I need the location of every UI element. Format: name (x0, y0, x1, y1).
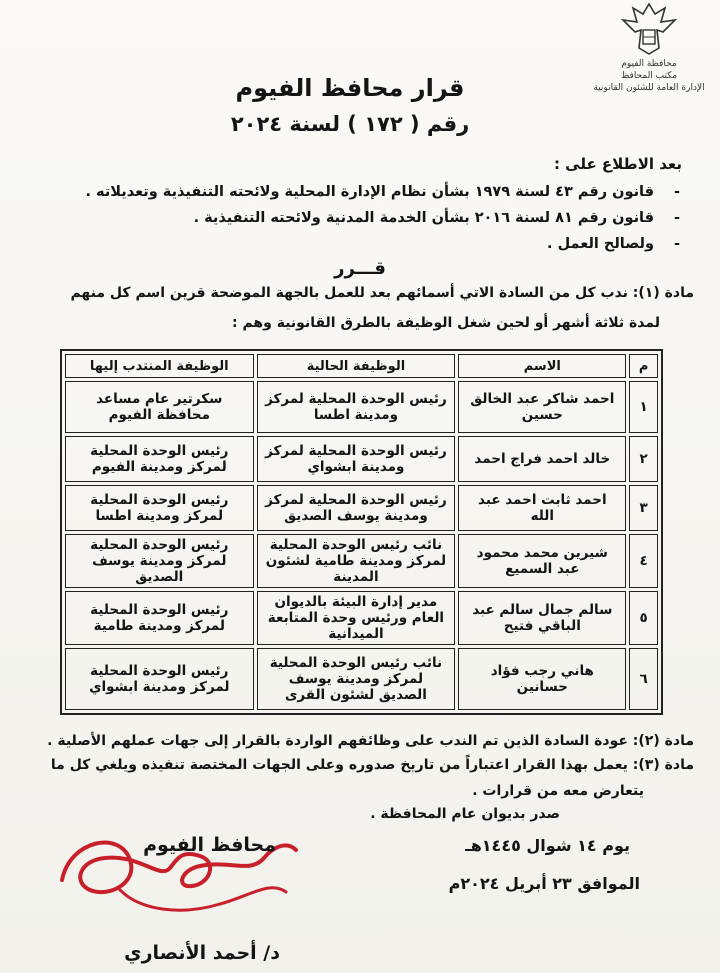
table-header-row (65, 354, 658, 378)
article-3-label: مادة (٣): (632, 757, 694, 773)
row-current-job: رئيس الوحدة المحلية لمركز ومدينة اطسا (257, 381, 456, 433)
table-row (65, 534, 658, 588)
article-1-line-2: لمدة ثلاثة أشهر أو لحين شغل الوظيفة بالطرق القانونية وهم : (231, 315, 660, 331)
row-number: ٢ (629, 436, 658, 482)
row-current-job: نائب رئيس الوحدة المحلية لمركز ومدينة طامية لشئون المدينة (257, 534, 456, 588)
row-current-job: رئيس الوحدة المحلية لمركز ومدينة ابشواي (257, 436, 456, 482)
row-name: احمد ثابت احمد عبد الله (458, 485, 626, 531)
row-number: ١ (629, 381, 658, 433)
article-3-line-2: يتعارض معه من قرارات . (472, 783, 644, 799)
table-row (65, 648, 658, 710)
article-3 (30, 752, 694, 778)
row-assigned-job: رئيس الوحدة المحلية لمركز ومدينة الفيوم (65, 436, 254, 482)
table-row (65, 485, 658, 531)
gregorian-date: الموافق ٢٣ أبريل ٢٠٢٤م (448, 874, 640, 893)
issued-note: صدر بديوان عام المحافظة . (370, 806, 560, 822)
row-assigned-job: رئيس الوحدة المحلية لمركز ومدينة اطسا (65, 485, 254, 531)
header-num: م (629, 354, 658, 378)
row-assigned-job: سكرتير عام مساعد محافظة الفيوم (65, 381, 254, 433)
row-name: خالد احمد فراج احمد (458, 436, 626, 482)
law-text-2: قانون رقم ٨١ لسنة ٢٠١٦ بشأن الخدمة المدنية ولائحته التنفيذية . (193, 210, 654, 226)
header-current-job: الوظيفة الحالية (257, 354, 456, 378)
emblem-line-1: محافظة الفيوم (621, 59, 677, 69)
article-1-label: مادة (١): (632, 285, 694, 301)
row-current-job: نائب رئيس الوحدة المحلية لمركز ومدينة يوسف الصديق لشئون القرى (257, 648, 456, 710)
article-3-continued (30, 778, 644, 804)
preamble-intro: بعد الاطلاع على : (553, 155, 682, 173)
article-3-line-1: يعمل بهذا القرار اعتباراً من تاريخ صدوره وعلى الجهات المختصة تنفيذه ويلغي كل ما (50, 757, 628, 773)
article-1-line-1: ندب كل من السادة الاتي أسمائهم بعد للعمل بالجهة الموضحة قرين اسم كل منهم (70, 285, 628, 301)
row-assigned-job: رئيس الوحدة المحلية لمركز ومدينة يوسف الصديق (65, 534, 254, 588)
emblem-line-2: مكتب المحافظ (620, 71, 678, 81)
law-item-1: -قانون رقم ٤٣ لسنة ١٩٧٩ بشأن نظام الإدارة المحلية ولائحته التنفيذية وتعديلاته . (85, 184, 680, 200)
row-name: شيرين محمد محمود عبد السميع (458, 534, 626, 588)
row-name: هاني رجب فؤاد حسانين (458, 648, 626, 710)
header-name: الاسم (458, 354, 626, 378)
row-name: احمد شاكر عبد الخالق حسين (458, 381, 626, 433)
article-2-text: عودة السادة الذين تم الندب على وظائفهم الواردة بالقرار إلى جهات عملهم الأصلية . (47, 733, 628, 749)
signature-block (50, 820, 310, 970)
law-item-3: -ولصالح العمل . (547, 236, 680, 252)
decree-number: رقم ( ١٧٢ ) لسنة ٢٠٢٤ (230, 112, 470, 136)
article-2-label: مادة (٢): (632, 733, 694, 749)
article-1 (30, 280, 694, 306)
table-row (65, 591, 658, 645)
row-current-job: رئيس الوحدة المحلية لمركز ومدينة يوسف الصديق (257, 485, 456, 531)
emblem-line-3: الإدارة العامة للشئون القانونية (593, 83, 705, 93)
delegation-table (60, 349, 663, 715)
table-row (65, 436, 658, 482)
eagle-icon (619, 0, 679, 58)
article-2 (30, 728, 694, 754)
row-assigned-job: رئيس الوحدة المحلية لمركز ومدينة طامية (65, 591, 254, 645)
row-number: ٣ (629, 485, 658, 531)
law-text-3: ولصالح العمل . (547, 236, 654, 252)
signatory-name: د/ أحمد الأنصاري (124, 942, 280, 964)
decree-title: قرار محافظ الفيوم (235, 74, 465, 102)
hijri-date: يوم ١٤ شوال ١٤٤٥هـ (465, 836, 630, 855)
law-text-1: قانون رقم ٤٣ لسنة ١٩٧٩ بشأن نظام الإدارة المحلية ولائحته التنفيذية وتعديلاته . (85, 184, 654, 200)
table-row (65, 381, 658, 433)
row-assigned-job: رئيس الوحدة المحلية لمركز ومدينة ابشواي (65, 648, 254, 710)
row-number: ٥ (629, 591, 658, 645)
decision-heading: قـــرر (334, 258, 386, 279)
row-name: سالم جمال سالم عبد الباقي فتيح (458, 591, 626, 645)
signatory-title: محافظ الفيوم (143, 834, 276, 856)
row-current-job: مدير إدارة البيئة بالديوان العام ورئيس وحدة المتابعة الميدانية (257, 591, 456, 645)
article-1-continued (30, 310, 660, 336)
row-number: ٦ (629, 648, 658, 710)
law-item-2: -قانون رقم ٨١ لسنة ٢٠١٦ بشأن الخدمة المدنية ولائحته التنفيذية . (193, 210, 680, 226)
header-assigned-job: الوظيفة المنتدب إليها (65, 354, 254, 378)
state-emblem (590, 0, 708, 130)
row-number: ٤ (629, 534, 658, 588)
